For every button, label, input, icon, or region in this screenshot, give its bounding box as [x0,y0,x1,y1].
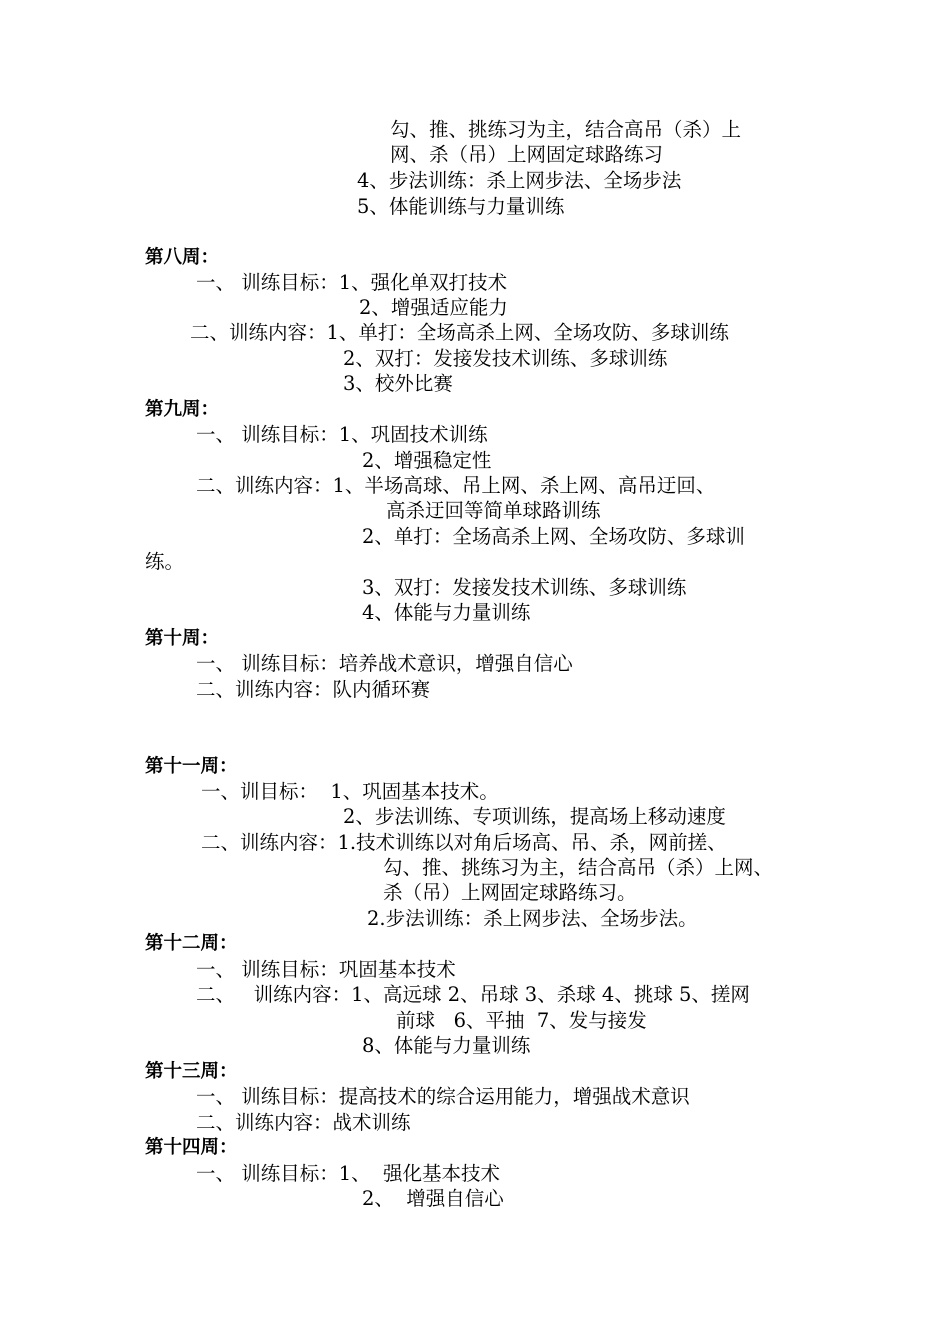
text-line: 2、增强适应能力 [359,296,508,319]
text-line: 练。 [145,550,185,573]
text-line: 4、体能与力量训练 [362,601,531,624]
text-line: 勾、推、挑练习为主，结合高吊（杀）上 [390,118,742,141]
text-line: 5、体能训练与力量训练 [357,195,565,218]
text-line: 前球 6、平抽 7、发与接发 [396,1009,647,1032]
text-line: 一、 训练目标：1、巩固技术训练 [196,423,488,446]
text-line: 8、体能与力量训练 [362,1034,531,1057]
section-heading: 第十周： [145,628,220,649]
text-line: 一、 训练目标：巩固基本技术 [196,958,456,981]
text-line: 二、训练内容：队内循环赛 [196,678,431,701]
text-line: 一、训目标： 1、巩固基本技术。 [201,780,499,803]
text-line: 一、 训练目标：1、强化单双打技术 [196,271,508,294]
text-line: 2、增强稳定性 [362,449,492,472]
text-line: 网、杀（吊）上网固定球路练习 [390,143,664,166]
text-line: 杀（吊）上网固定球路练习。 [383,881,637,904]
text-line: 二、训练内容：战术训练 [196,1111,411,1134]
text-line: 一、 训练目标：1、 强化基本技术 [196,1162,501,1185]
text-line: 二、训练内容：1、单打：全场高杀上网、全场攻防、多球训练 [190,321,729,344]
section-heading: 第八周： [145,247,220,268]
text-line: 二、训练内容：1、半场高球、吊上网、杀上网、高吊迂回、 [196,474,716,497]
text-line: 3、校外比赛 [343,372,453,395]
text-line: 2、双打：发接发技术训练、多球训练 [343,347,668,370]
text-line: 一、 训练目标：培养战术意识，增强自信心 [196,652,573,675]
section-heading: 第十二周： [145,933,238,954]
text-line: 二、训练内容：1.技术训练以对角后场高、吊、杀，网前搓、 [201,831,727,854]
section-heading: 第十一周： [145,756,238,777]
text-line: 2.步法训练：杀上网步法、全场步法。 [367,907,698,930]
text-line: 2、 增强自信心 [362,1187,504,1210]
text-line: 2、步法训练、专项训练，提高场上移动速度 [343,805,726,828]
text-line: 3、双打：发接发技术训练、多球训练 [362,576,687,599]
section-heading: 第九周： [145,399,220,420]
text-line: 4、步法训练：杀上网步法、全场步法 [357,169,682,192]
text-line: 一、 训练目标：提高技术的综合运用能力，增强战术意识 [196,1085,690,1108]
section-heading: 第十四周： [145,1137,238,1158]
text-line: 高杀迂回等简单球路训练 [386,499,601,522]
text-line: 二、 训练内容：1、高远球 2、吊球 3、杀球 4、挑球 5、搓网 [196,983,750,1006]
text-line: 勾、推、挑练习为主，结合高吊（杀）上网、 [383,856,774,879]
text-line: 2、单打：全场高杀上网、全场攻防、多球训 [362,525,745,548]
section-heading: 第十三周： [145,1061,238,1082]
